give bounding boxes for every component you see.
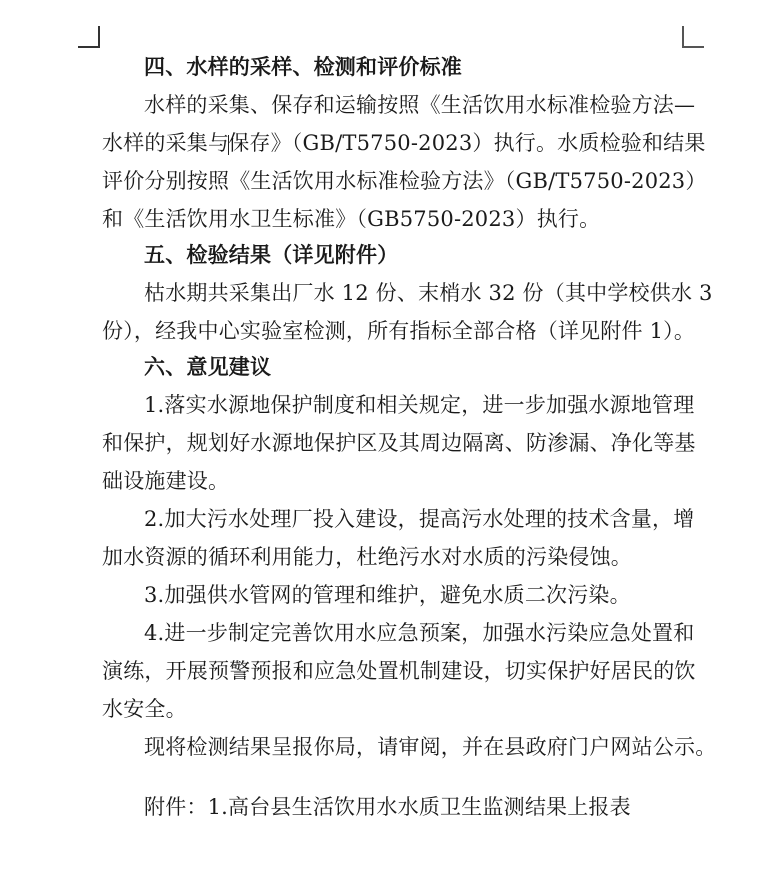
section-heading-5: 五、检验结果（详见附件） xyxy=(144,243,399,267)
suggestion-2-line: 加水资源的循环利用能力，杜绝污水对水质的污染侵蚀。 xyxy=(102,545,632,569)
text-span: 保存》（GB/T5750-2023）执行。水质检验和结果 xyxy=(228,131,706,155)
paragraph-line: 份），经我中心实验室检测，所有指标全部合格（详见附件 1）。 xyxy=(102,319,696,343)
paragraph-line: 评价分别按照《生活饮用水标准检验方法》（GB/T5750-2023） xyxy=(102,169,707,193)
margin-corner-top-left xyxy=(78,26,100,48)
section-heading-4: 四、水样的采样、检测和评价标准 xyxy=(144,55,462,79)
paragraph-line: 水样的采集、保存和运输按照《生活饮用水标准检验方法— xyxy=(144,93,696,117)
suggestion-1-line: 1.落实水源地保护制度和相关规定，进一步加强水源地管理 xyxy=(144,393,695,417)
suggestion-4-line: 演练，开展预警预报和应急处置机制建设，切实保护好居民的饮 xyxy=(102,659,696,683)
suggestion-3-line: 3.加强供水管网的管理和维护，避免水质二次污染。 xyxy=(144,583,631,607)
suggestion-4-line: 水安全。 xyxy=(102,697,187,721)
text-span: 水样的采集与 xyxy=(102,131,230,155)
suggestion-2-line: 2.加大污水处理厂投入建设，提高污水处理的技术含量，增 xyxy=(144,507,695,531)
suggestion-1-line: 和保护，规划好水源地保护区及其周边隔离、防渗漏、净化等基 xyxy=(102,431,696,455)
section-heading-6: 六、意见建议 xyxy=(144,355,272,379)
margin-corner-top-right xyxy=(682,26,704,48)
paragraph-line: 和《生活饮用水卫生标准》（GB5750-2023）执行。 xyxy=(102,207,601,231)
paragraph-line: 枯水期共采集出厂水 12 份、末梢水 32 份（其中学校供水 3 xyxy=(144,281,713,305)
paragraph-line xyxy=(102,128,706,158)
closing-line: 现将检测结果呈报你局，请审阅，并在县政府门户网站公示。 xyxy=(144,735,717,759)
suggestion-1-line: 础设施建设。 xyxy=(102,469,230,493)
attachment-line: 附件：1.高台县生活饮用水水质卫生监测结果上报表 xyxy=(144,795,631,819)
suggestion-4-line: 4.进一步制定完善饮用水应急预案，加强水污染应急处置和 xyxy=(144,621,695,645)
